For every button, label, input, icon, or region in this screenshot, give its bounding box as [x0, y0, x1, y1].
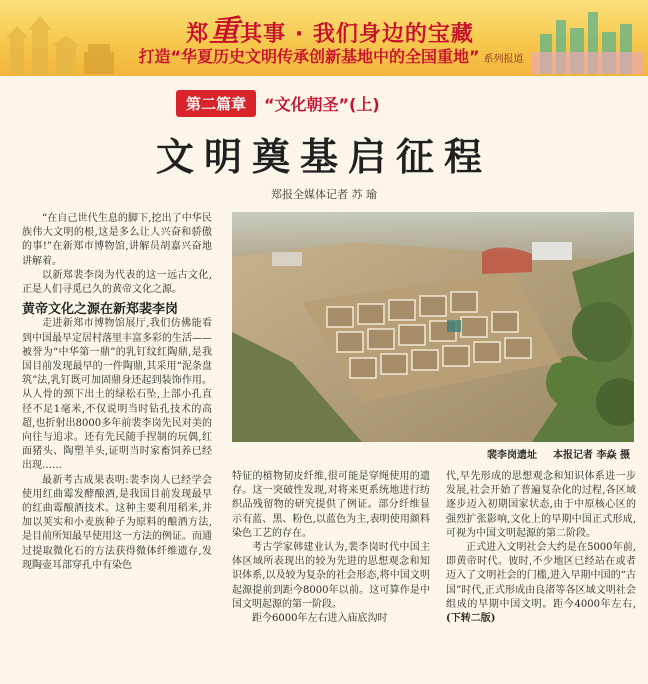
paragraph: 特征的植物韧皮纤维,很可能是穿绳使用的遗存。这一突破性发现,对将来更系统地进行纺织品残留物的研究提供了例证。部分纤维显示有蓝、黑、粉色,以蓝色为主,表明使用颜料染色工艺的存在。 [232, 471, 430, 539]
banner-prefix: 郑 [186, 22, 210, 47]
article-headline: 文明奠基启征程 [155, 135, 492, 179]
section-subheading: 黄帝文化之源在新郑裴李岗 [22, 302, 179, 318]
article-column-3 [446, 470, 636, 626]
series-banner [0, 0, 648, 76]
paragraph: 代,早先形成的思想观念和知识体系进一步发展,社会开始了普遍复杂化的过程,各区域逐步迈入初期国家状态,由于中原核心区的强烈扩张影响,文化上的早期中国正式形成,可视为中国文明起源的第二阶段。 [446, 471, 636, 539]
continued-on-page-link[interactable]: (下转二版) [446, 613, 496, 625]
banner-subtitle-text: 打造“华夏历史文明传承创新基地中的全国重地” [138, 47, 480, 66]
paragraph: 最新考古成果表明:裴李岗人已经学会使用红曲霉发酵酿酒,是我国目前发现最早的红曲霉酿酒技术。这种主要利用稻米,并加以荚实和小麦族种子为原料的酿酒方法,是目前所知最早使用这一方法的例证。而通过提取微化石的方法获得微体纤维遗存,发现陶壶耳部穿孔中有染色 [22, 474, 212, 571]
photo-caption [232, 446, 634, 461]
chapter-subtitle: “文化朝圣”(上) [264, 95, 380, 114]
banner-highlight: 重 [209, 14, 241, 49]
paragraph: 考古学家韩建业认为,裴李岗时代中国主体区域所表现出的较为先进的思想观念和知识体系,以及较为复杂的社会形态,将中国文明起源提前到距今8000年以前。这可算作是中国文明起源的第一阶段。 [232, 542, 430, 610]
paragraph-text: 正式进入文明社会大约是在5000年前,即黄帝时代。彼时,不少地区已经站在或者迈入了文明社会的门槛,进入早期中国的“古国”时代,正式形成由良渚等各区域文明社会组成的早期中国文明。距今4000年左右, [446, 542, 636, 610]
chapter-kicker [176, 90, 380, 117]
article-byline: 郑报全媒体记者 苏 瑜 [271, 188, 377, 201]
photo-caption-title: 裴李岗遗址 [487, 450, 538, 461]
excavation-site-photo [232, 212, 634, 442]
article-column-2 [232, 470, 430, 626]
paragraph [446, 541, 636, 626]
paragraph: “在自己世代生息的脚下,挖出了中华民族伟大文明的根,这是多么让人兴奋和骄傲的事!”在新郑市博物馆,讲解员胡嘉兴奋地讲解着。 [22, 213, 212, 267]
article-column-1 [22, 212, 212, 573]
banner-suffix: 其事 · 我们身边的宝藏 [240, 22, 474, 47]
chapter-chip: 第二篇章 [176, 90, 256, 117]
paragraph: 走进新郑市博物馆展厅,我们仿佛能看到中国最早定居村落里丰富多彩的生活——被誉为“中华第一鼎”的乳钉纹红陶鼎,是我国目前发现最早的一件陶鼎,其采用“泥条盘筑”法,乳钉既可加固鼎身还起到装饰作用。从人骨的颈下出土的绿松石坠,上部小孔直径不足1毫米,不仅说明当时钻孔技术的高超,也折射出8000多年前裴李岗先民对美的向往与追求。还有先民随手捏制的玩偶,红面猪头、陶塑羊头,证明当时家畜饲养已经出现…… [22, 318, 212, 472]
series-label: 系列报道 [483, 54, 524, 65]
paragraph: 以新郑裴李岗为代表的这一远古文化,正是人们寻觅已久的黄帝文化之源。 [22, 269, 212, 296]
aerial-excavation-illustration [232, 212, 634, 442]
banner-subtitle [96, 44, 566, 67]
photo-credit: 本报记者 李焱 摄 [553, 450, 630, 461]
paragraph: 距今6000年左右进入庙底沟时 [252, 613, 388, 625]
